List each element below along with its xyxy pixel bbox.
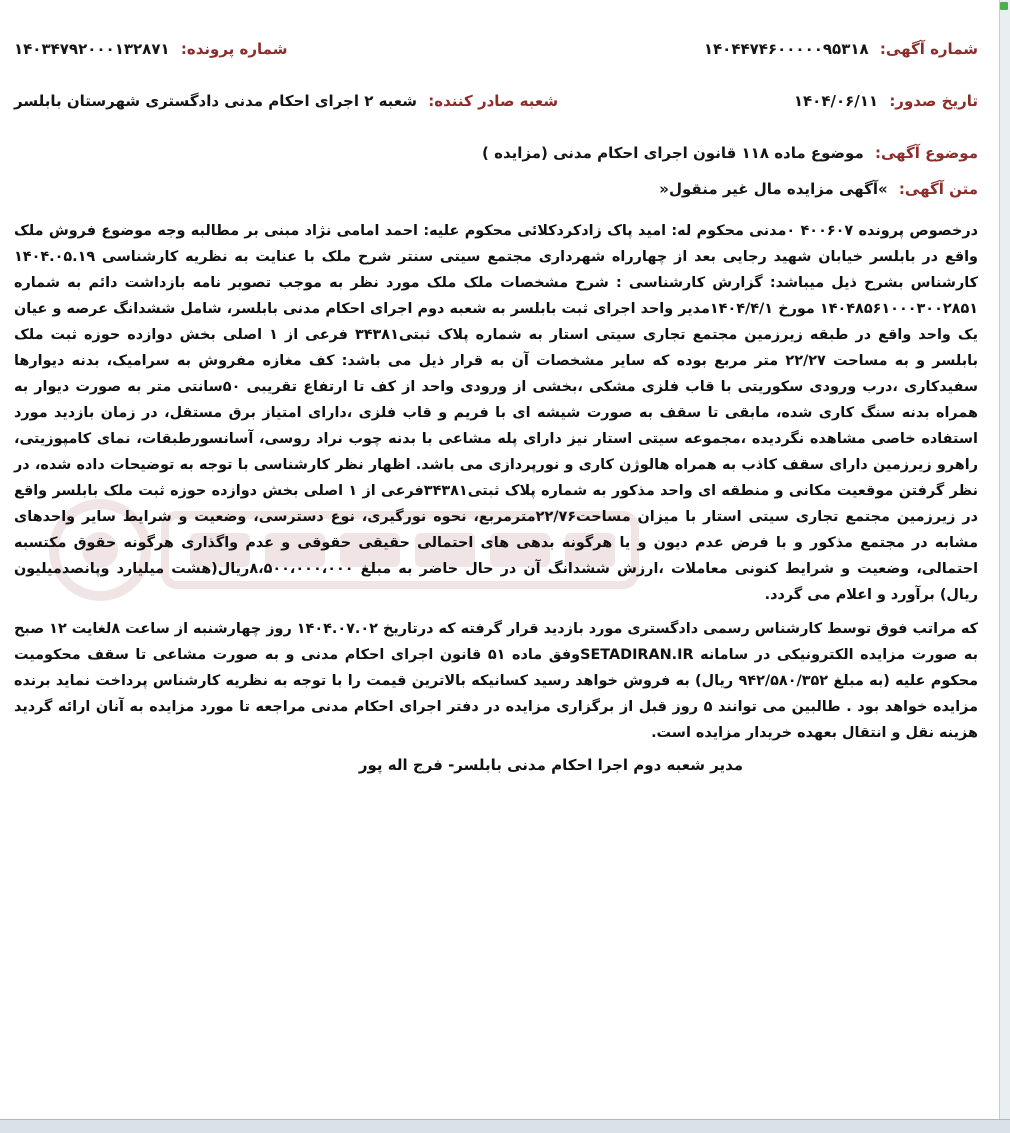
issue-date-value: ۱۴۰۴/۰۶/۱۱ [793, 92, 879, 110]
notice-number-value: ۱۴۰۴۴۷۴۶۰۰۰۰۰۹۵۳۱۸ [703, 40, 869, 58]
body-paragraph-1: درخصوص پرونده ۴۰۰۶۰۷ ۰مدنی محکوم له: امید پاک زادکردکلائی محکوم علیه: احمد امامی نژاد مبنی بر مطالبه وجه موضوع فروش ملک واقع در بابلسر خیابان شهید رجایی بعد از چهارراه شهرداری مجتمع سیتی سنتر شرح ملک با عنایت به نظریه کارشناسی ۱۴۰۴.۰۵.۱۹ کارشناس بشرح ذیل میباشد: گزارش کارشناسی : شرح مشخصات ملک ملک مورد نظر به موجب تصویر نامه بازداشت دائم به شماره ۱۴۰۴۸۵۶۱۰۰۰۳۰۰۲۸۵۱ مورخ ۱۴۰۴/۴/۱مدیر واحد اجرای ثبت بابلسر به شعبه دوم اجرای احکام مدنی بابلسر، شامل ششدانگ عرصه و عیان یک واحد واقع در طبقه زیرزمین مجتمع تجاری سیتی استار به شماره پلاک ثبتی۳۴۳۸۱ فرعی از ۱ اصلی بخش دوازده حوزه ثبت ملک بابلسر و به مساحت ۲۲/۲۷ متر مربع بوده که سایر مشخصات آن به قرار ذیل می باشد: کف مغازه مفروش به سرامیک، بدنه دیوارها سفیدکاری ،درب ورودی سکوریتی با قاب فلزی مشکی ،بخشی از ورودی واحد از کف تا ارتفاع تقریبی ۵۰سانتی متر به صورت دیوار به همراه بدنه سنگ کاری شده، مابقی تا سقف به صورت شیشه ای با فریم و قاب فلزی ،دارای امتیاز برق مستقل، در زمان بازدید مورد استفاده خاصی مشاهده نگردیده ،مجموعه سیتی استار نیز دارای پله مشاعی با بدنه چوب نراد روسی، آسانسورطبقات، نمای کامپوزیتی، راهرو زیرزمین دارای سقف کاذب به همراه هالوژن کاری و نورپردازی می باشد. اظهار نظر کارشناسی با توجه به توضیحات داده شده، در نظر گرفتن موقعیت مکانی و منطقه ای واحد مذکور به شماره پلاک ثبتی۳۴۳۸۱فرعی از ۱ اصلی بخش دوازده حوزه ثبت ملک بابلسر واقع در زیرزمین مجتمع تجاری سیتی استار با میزان مساحت۲۲/۷۶مترمربع، نحوه نورگیری، نوع دسترسی، وضعیت و شرایط سایر واحدهای مشابه در مجتمع مذکور و با فرض عدم دیون و یا هرگونه بدهی های احتمالی حقیقی حقوقی و عدم واگذاری هرگونه حقوق مکتسبه احتمالی، وضعیت و شرایط کنونی معاملات ،ارزش ششدانگ آن در حال حاضر به مبلغ ۸،۵۰۰،۰۰۰،۰۰۰ریال(هشت میلیارد وپانصدمیلیون ریال) برآورد و اعلام می گردد. [14, 223, 979, 603]
text-title: »آگهی مزایده مال غیر منقول« [659, 180, 888, 198]
issuing-branch-label: شعبه صادر کننده: [428, 92, 559, 110]
subject-label: موضوع آگهی: [874, 144, 978, 162]
issuing-branch-value: شعبه ۲ اجرای احکام مدنی دادگستری شهرستان بابلسر [14, 92, 418, 110]
horizontal-scrollbar[interactable] [0, 1119, 1010, 1133]
issue-date [794, 92, 978, 110]
issuing-branch [14, 92, 558, 110]
notice-subject [14, 144, 978, 180]
issue-date-label: تاریخ صدور: [889, 92, 978, 110]
window-status-icon [1000, 2, 1008, 10]
case-number [14, 40, 287, 58]
header-row-2 [14, 92, 978, 144]
case-number-value: ۱۴۰۳۴۷۹۲۰۰۰۱۳۲۸۷۱ [14, 40, 170, 58]
notice-number-label: شماره آگهی: [879, 40, 978, 58]
vertical-scrollbar[interactable] [999, 0, 1010, 1120]
notice-text-heading [14, 180, 978, 218]
case-number-label: شماره پرونده: [180, 40, 288, 58]
signature: مدیر شعبه دوم اجرا احکام مدنی بابلسر- فرج اله پور [358, 756, 744, 774]
notice-number [704, 40, 978, 58]
header-row-1 [14, 40, 978, 92]
text-label: متن آگهی: [898, 180, 978, 198]
subject-value: موضوع ماده ۱۱۸ قانون اجرای احکام مدنی (مزایده ) [482, 144, 864, 162]
body-paragraph-2: که مراتب فوق توسط کارشناس رسمی دادگستری مورد بازدید قرار گرفته که درتاریخ ۱۴۰۴.۰۷.۰۲ روز چهارشنبه از ساعت ۸لغایت ۱۲ صبح به صورت مزایده الکترونیکی در سامانه SETADIRAN.IRوفق ماده ۵۱ قانون اجرای احکام مدنی و به صورت مشاعی تا سقف محکومیت محکوم علیه (به مبلغ ۹۴۲/۵۸۰/۳۵۲ ریال) به فروش خواهد رسید کسانیکه بالاترین قیمت را با توجه به نظریه کارشناس پرداخت نماید برنده مزایده خواهد بود . طالبین می توانند ۵ روز قبل از برگزاری مزایده در دفتر اجرای احکام مدنی مراجعه تا مورد مزایده به آنان ارائه گردید هزینه نقل و انتقال بعهده خریدار مزایده است. [14, 621, 979, 741]
notice-document [14, 40, 978, 774]
